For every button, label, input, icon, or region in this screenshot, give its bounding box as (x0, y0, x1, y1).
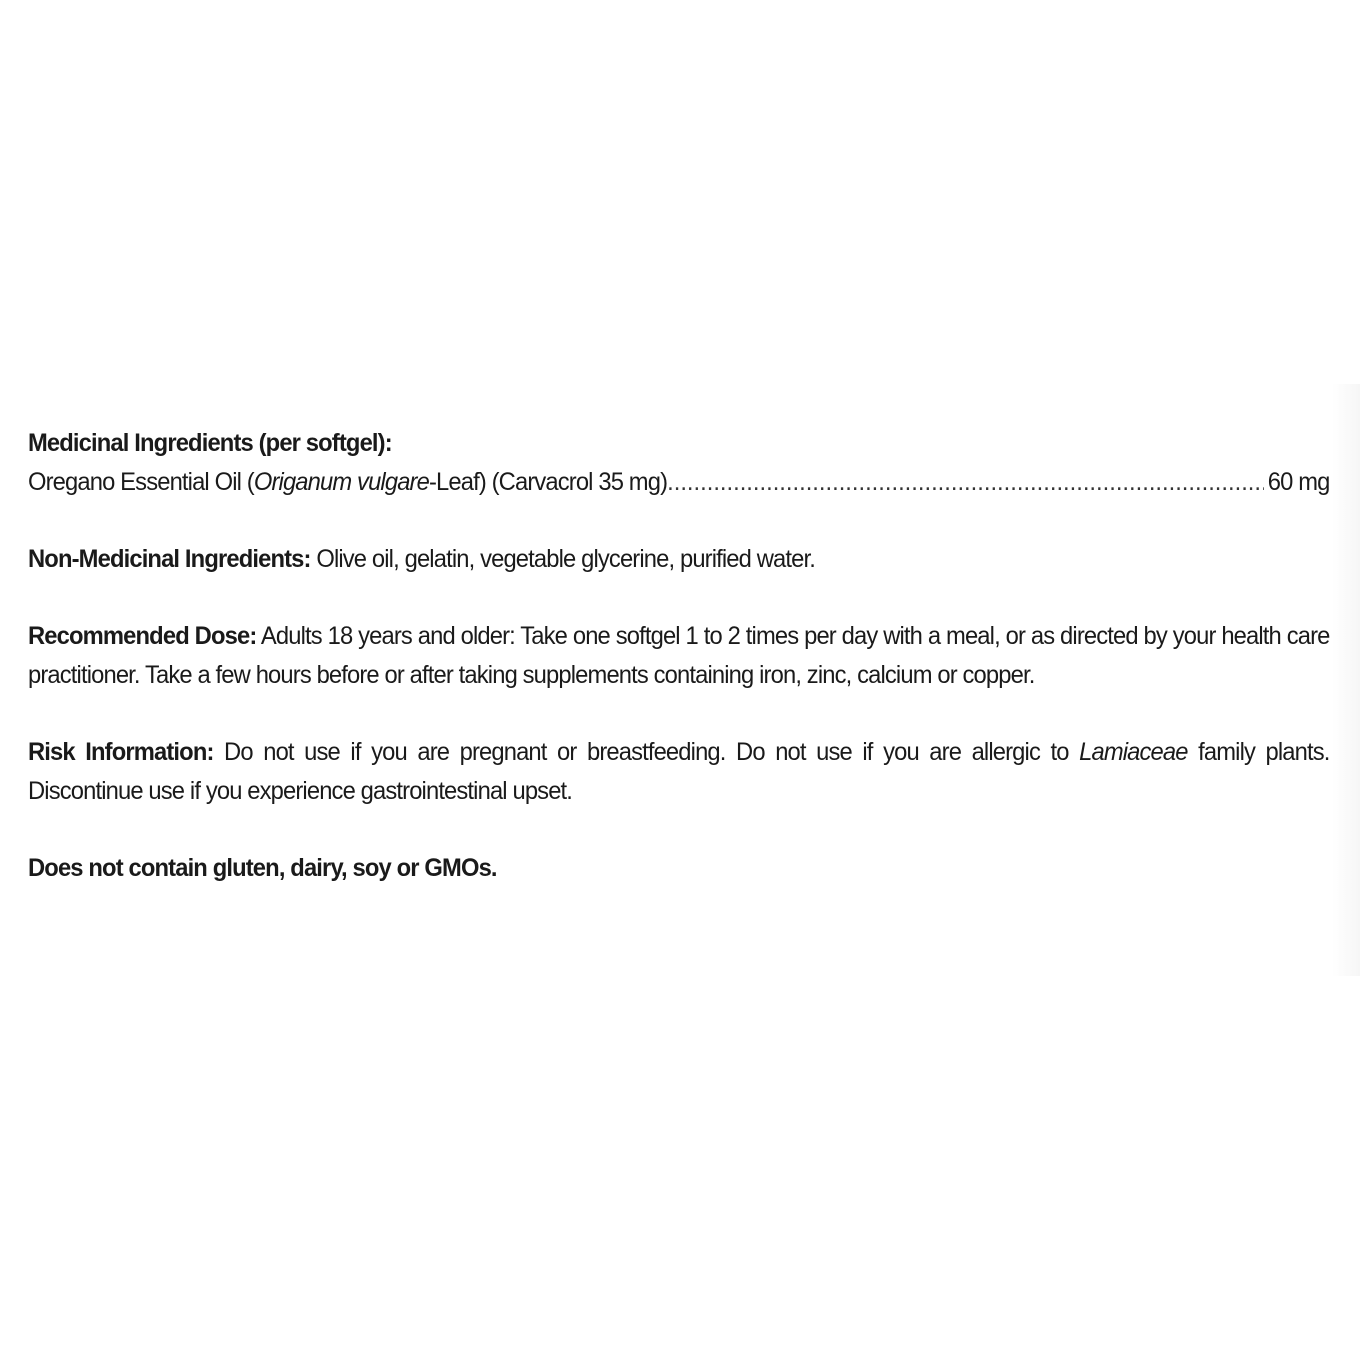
right-edge-shade (1332, 384, 1360, 976)
plant-family-name: Lamiaceae (1079, 738, 1188, 766)
recommended-dose-text: Adults 18 years and older: Take one softgel 1 to 2 times per day with a meal, or as directed by your health care practitioner. Take a few hours before or after taking supplements containing iron, zinc, calcium or copper. (28, 622, 1330, 689)
risk-text-before: Do not use if you are pregnant or breastfeeding. Do not use if you are allergic to (224, 738, 1069, 766)
non-medicinal-text: Olive oil, gelatin, vegetable glycerine, purified water. (316, 545, 816, 573)
risk-information-section (28, 733, 1330, 811)
risk-information-heading: Risk Information: (28, 738, 214, 766)
medicinal-ingredients-section (28, 424, 1330, 502)
ingredient-name: Oregano Essential Oil (Origanum vulgare-Leaf) (Carvacrol 35 mg) (28, 468, 668, 496)
medicinal-ingredients-heading: Medicinal Ingredients (per softgel): (28, 429, 392, 457)
allergen-statement: Does not contain gluten, dairy, soy or GMOs. (28, 854, 497, 882)
ingredient-row (28, 463, 1330, 502)
product-label-panel (28, 424, 1330, 888)
non-medicinal-heading: Non-Medicinal Ingredients: (28, 545, 311, 573)
dot-leader (667, 463, 1264, 502)
latin-name: Origanum vulgare (253, 468, 429, 496)
risk-text-after: family plants. Discontinue use if you experience gastrointestinal upset. (28, 738, 1330, 805)
recommended-dose-heading: Recommended Dose: (28, 622, 257, 650)
non-medicinal-ingredients-section (28, 540, 1330, 579)
recommended-dose-section (28, 617, 1330, 695)
ingredient-amount: 60 mg (1267, 468, 1330, 496)
